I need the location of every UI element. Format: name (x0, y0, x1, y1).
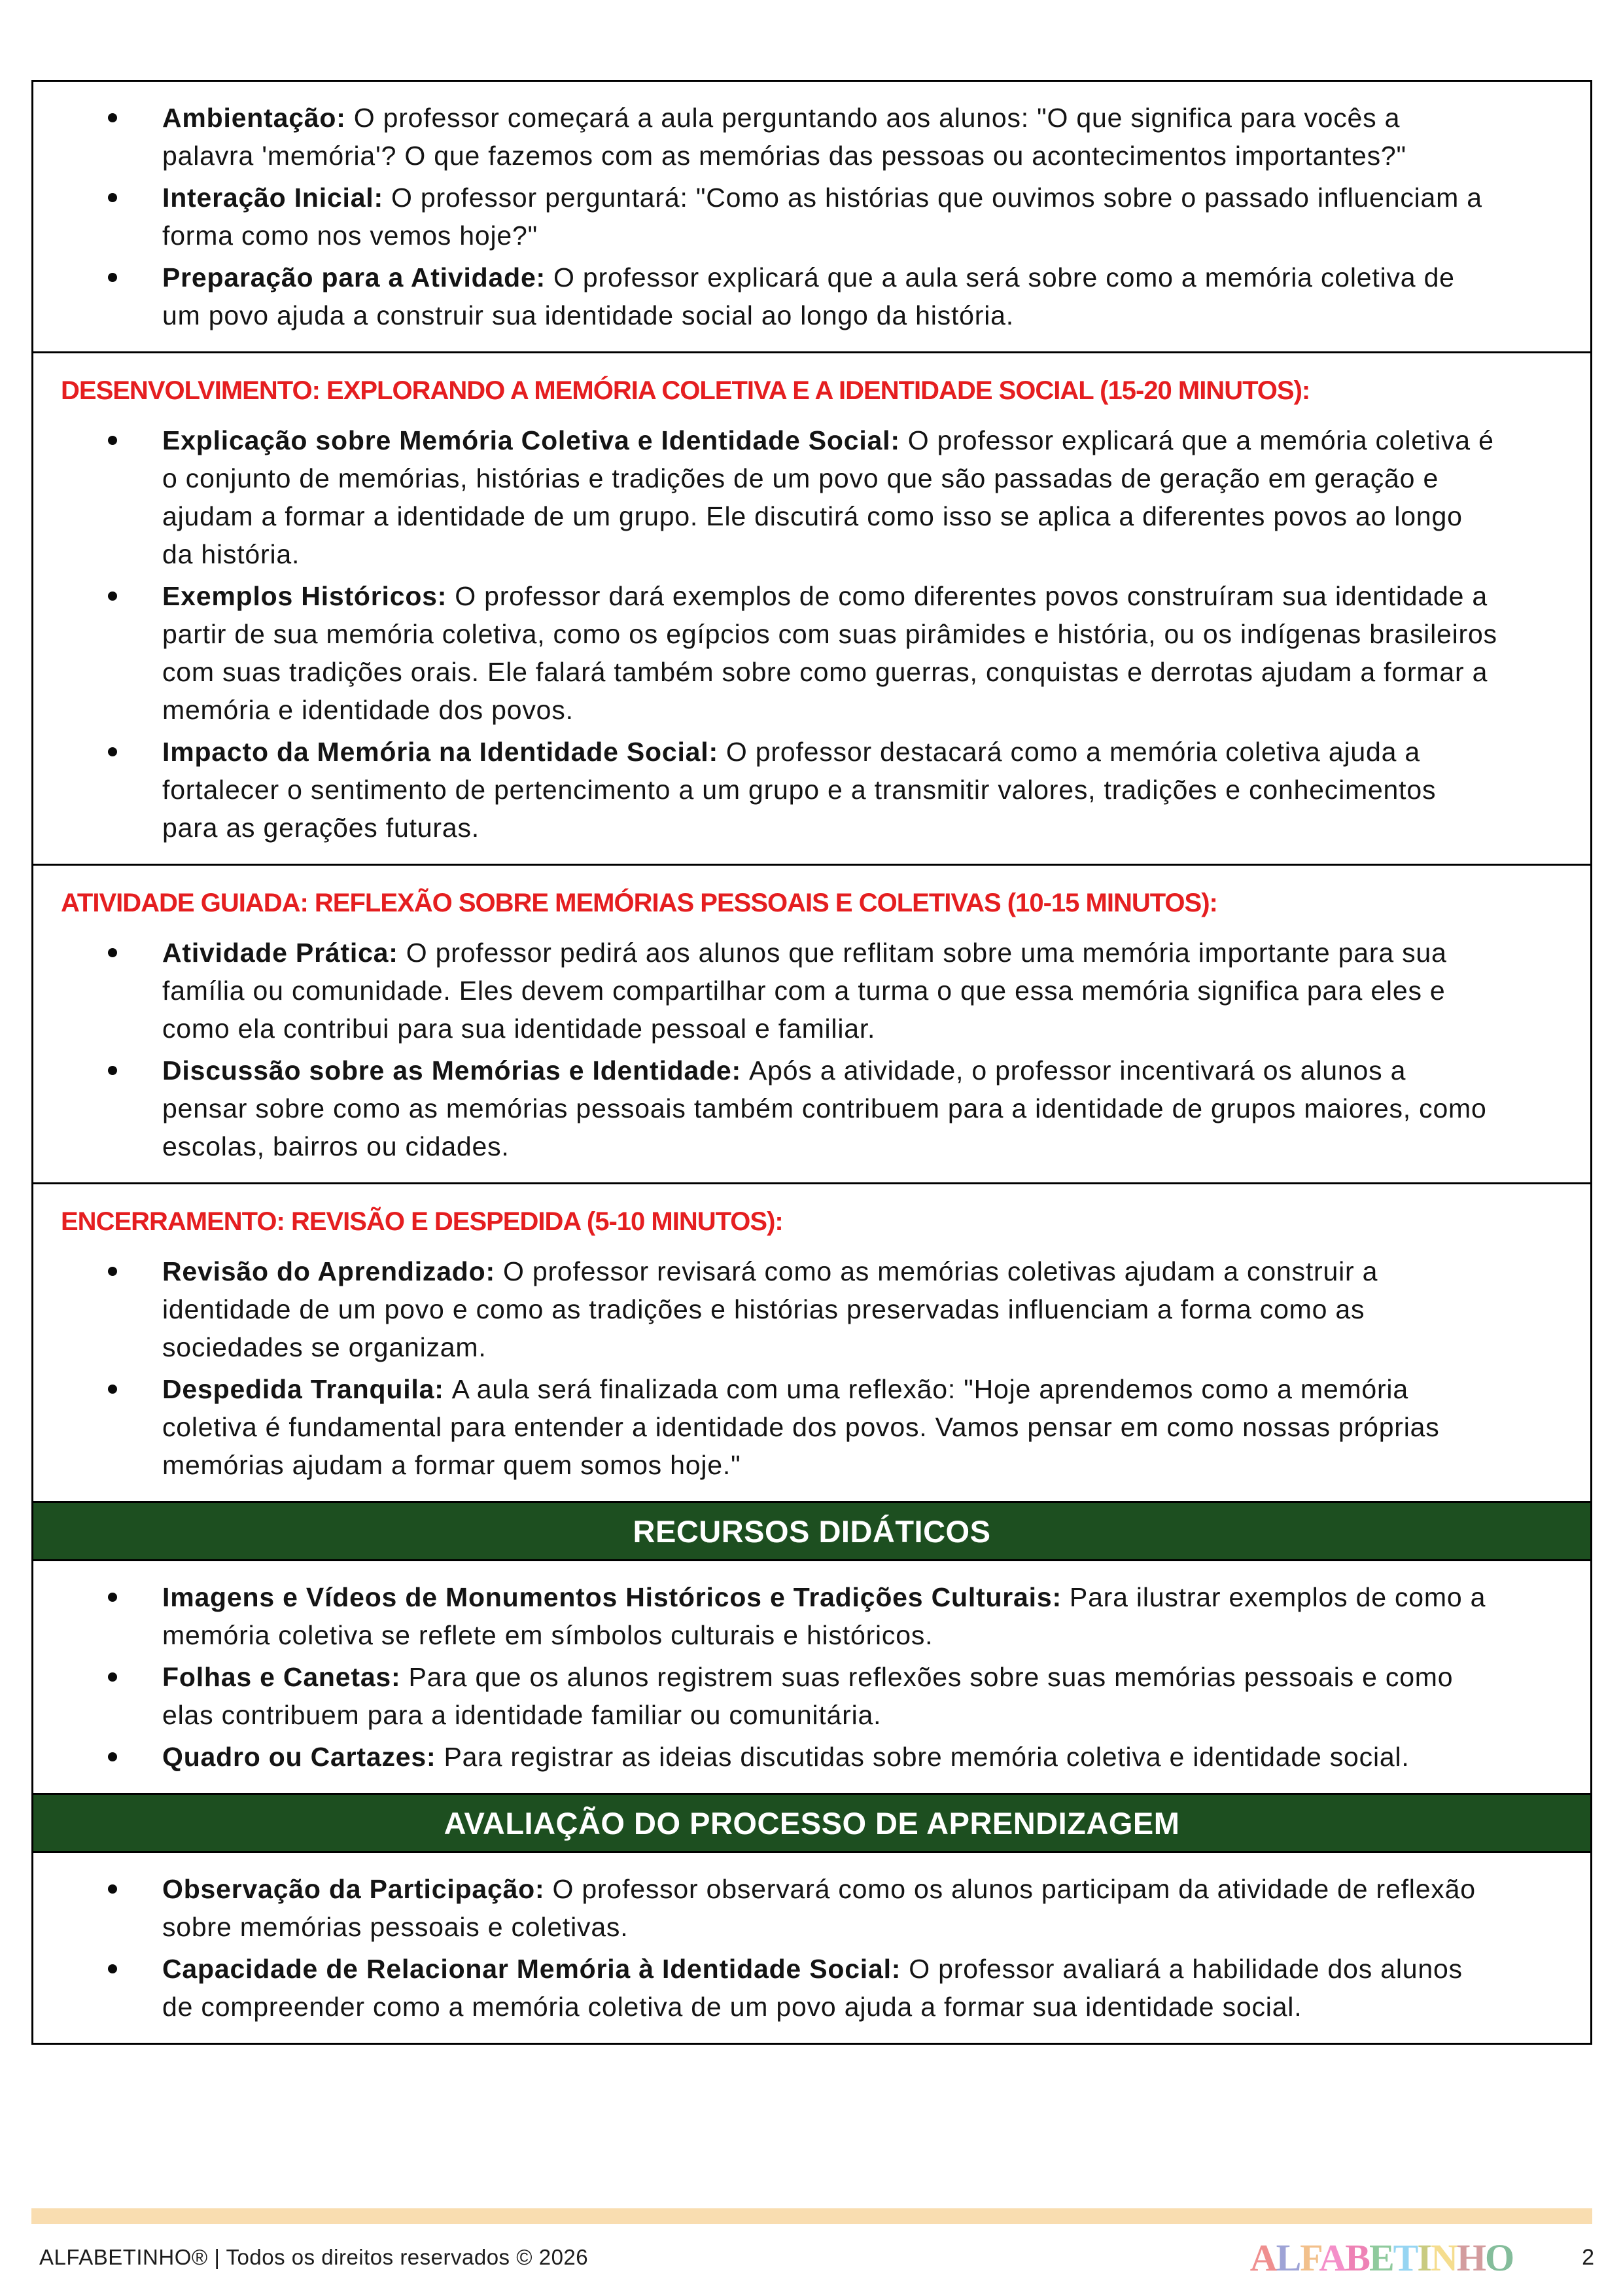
item-text: O professor observará como os alunos participam da atividade de reflexão sobre memórias pessoais e coletivas. (162, 1874, 1476, 1942)
item-label: Despedida Tranquila: (162, 1374, 444, 1404)
item-label: Ambientação: (162, 103, 346, 133)
bullet-icon (108, 1752, 117, 1761)
section-desenvolvimento (31, 351, 1592, 866)
section-heading: DESENVOLVIMENTO: EXPLORANDO A MEMÓRIA COLETIVA E A IDENTIDADE SOCIAL (15-20 MINUTOS): (61, 376, 1310, 405)
logo-letter: O (1484, 2236, 1514, 2279)
banner-recursos-didaticos (31, 1501, 1592, 1561)
section-avaliacao (31, 1851, 1592, 2045)
footer-copyright: ALFABETINHO® | Todos os direitos reservados © 2026 (39, 2245, 589, 2269)
list-item (61, 258, 1558, 334)
item-label: Discussão sobre as Memórias e Identidade: (162, 1055, 741, 1086)
item-label: Imagens e Vídeos de Monumentos Históricos e Tradições Culturais: (162, 1582, 1062, 1612)
item-label: Revisão do Aprendizado: (162, 1256, 495, 1286)
item-label: Impacto da Memória na Identidade Social: (162, 737, 718, 767)
list-item (61, 99, 1558, 175)
list-item (61, 421, 1558, 573)
section-encerramento (31, 1182, 1592, 1503)
logo-letter: T (1393, 2236, 1418, 2279)
item-text: Após a atividade, o professor incentivará os alunos a pensar sobre como as memórias pessoais também contribuem para a identidade de grupos maiores, como escolas, bairros ou cidades. (162, 1055, 1487, 1161)
footer-accent-bar (31, 2208, 1592, 2224)
list-item (61, 179, 1558, 255)
list-item (61, 1658, 1558, 1734)
logo-letter: E (1369, 2236, 1393, 2279)
logo-letter: I (1417, 2236, 1431, 2279)
section-heading: ATIVIDADE GUIADA: REFLEXÃO SOBRE MEMÓRIAS PESSOAIS E COLETIVAS (10-15 MINUTOS): (61, 889, 1217, 917)
bullet-icon (108, 1964, 117, 1973)
list-item (61, 733, 1558, 847)
section-heading: ENCERRAMENTO: REVISÃO E DESPEDIDA (5-10 MINUTOS): (61, 1207, 783, 1236)
bullet-icon (108, 113, 117, 122)
item-label: Folhas e Canetas: (162, 1662, 401, 1692)
item-text: O professor pedirá aos alunos que reflitam sobre uma memória importante para sua família ou comunidade. Eles devem compartilhar com a turma o que essa memória significa para eles e como ela contribui para sua identidade pessoal e familiar. (162, 938, 1447, 1044)
bullet-icon (108, 592, 117, 601)
logo-letter: A (1319, 2236, 1346, 2279)
banner-avaliacao (31, 1793, 1592, 1853)
item-text: A aula será finalizada com uma reflexão: "Hoje aprendemos como a memória coletiva é fundamental para entender a identidade dos povos. Vamos pensar em como nossas próprias memórias ajudam a formar quem somos hoje." (162, 1374, 1440, 1480)
item-label: Atividade Prática: (162, 938, 398, 968)
list-item (61, 1252, 1558, 1366)
footer (39, 2236, 1594, 2278)
list-item (61, 1370, 1558, 1484)
logo-letter: A (1249, 2236, 1276, 2279)
bullet-icon (108, 436, 117, 445)
bullet-icon (108, 948, 117, 957)
item-text: O professor dará exemplos de como diferentes povos construíram sua identidade a partir de sua memória coletiva, como os egípcios com suas pirâmides e história, ou os indígenas brasileiros com suas tradições orais. Ele falará também sobre como guerras, conquistas e derrotas ajudam a formar a memória e identidade dos povos. (162, 581, 1497, 725)
item-text: O professor destacará como a memória coletiva ajuda a fortalecer o sentimento de pertencimento a um grupo e a transmitir valores, tradições e conhecimentos para as gerações futuras. (162, 737, 1437, 843)
list-item (61, 1950, 1558, 2026)
item-text: Para que os alunos registrem suas reflexões sobre suas memórias pessoais e como elas contribuem para a identidade familiar ou comunitária. (162, 1662, 1454, 1730)
list-item (61, 1578, 1558, 1654)
item-label: Interação Inicial: (162, 183, 383, 213)
item-label: Preparação para a Atividade: (162, 262, 546, 292)
logo-letter: H (1456, 2236, 1485, 2279)
footer-logo (1250, 2236, 1513, 2280)
list-item (61, 934, 1558, 1048)
logo-letter: B (1345, 2236, 1369, 2279)
item-text: O professor perguntará: "Como as histórias que ouvimos sobre o passado influenciam a forma como nos vemos hoje?" (162, 183, 1482, 251)
list-item (61, 1051, 1558, 1165)
item-label: Observação da Participação: (162, 1874, 545, 1904)
list-item (61, 1738, 1558, 1776)
bullet-icon (108, 1884, 117, 1894)
bullet-icon (108, 1385, 117, 1394)
item-text: O professor revisará como as memórias coletivas ajudam a construir a identidade de um povo e como as tradições e histórias preservadas influenciam a forma como as sociedades se organizam. (162, 1256, 1378, 1362)
banner-title: AVALIAÇÃO DO PROCESSO DE APRENDIZAGEM (444, 1805, 1180, 1841)
item-label: Capacidade de Relacionar Memória à Identidade Social: (162, 1954, 901, 1984)
section-recursos (31, 1559, 1592, 1795)
item-text: Para registrar as ideias discutidas sobre memória coletiva e identidade social. (444, 1742, 1410, 1772)
item-text: O professor começará a aula perguntando aos alunos: "O que significa para vocês a palavra 'memória'? O que fazemos com as memórias das pessoas ou acontecimentos importantes?" (162, 103, 1406, 171)
bullet-icon (108, 747, 117, 756)
bullet-icon (108, 273, 117, 282)
bullet-icon (108, 1593, 117, 1602)
bullet-icon (108, 1066, 117, 1075)
item-text: Para ilustrar exemplos de como a memória coletiva se reflete em símbolos culturais e históricos. (162, 1582, 1486, 1650)
banner-title: RECURSOS DIDÁTICOS (633, 1513, 991, 1549)
section-atividade-guiada (31, 864, 1592, 1184)
logo-letter: L (1276, 2236, 1300, 2279)
item-label: Exemplos Históricos: (162, 581, 447, 611)
item-text: O professor explicará que a aula será sobre como a memória coletiva de um povo ajuda a construir sua identidade social ao longo da história. (162, 262, 1455, 330)
logo-letter: N (1430, 2236, 1457, 2279)
bullet-icon (108, 1672, 117, 1682)
bullet-icon (108, 193, 117, 202)
item-label: Explicação sobre Memória Coletiva e Identidade Social: (162, 425, 900, 455)
list-item (61, 577, 1558, 729)
section-introducao (31, 80, 1592, 353)
logo-letter: F (1300, 2236, 1319, 2279)
page-number: 2 (1582, 2244, 1594, 2270)
item-text: O professor explicará que a memória coletiva é o conjunto de memórias, histórias e tradições de um povo que são passadas de geração em geração e ajudam a formar a identidade de um grupo. Ele discutirá como isso se aplica a diferentes povos ao longo da história. (162, 425, 1494, 569)
bullet-icon (108, 1267, 117, 1276)
item-label: Quadro ou Cartazes: (162, 1742, 436, 1772)
list-item (61, 1870, 1558, 1946)
item-text: O professor avaliará a habilidade dos alunos de compreender como a memória coletiva de um povo ajuda a formar sua identidade social. (162, 1954, 1463, 2022)
content-column (31, 80, 1592, 2045)
